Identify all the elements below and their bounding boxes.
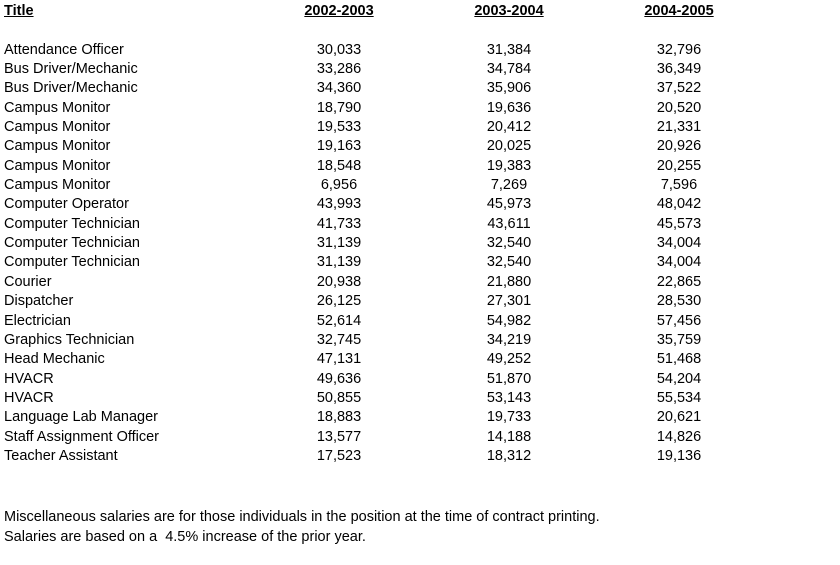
cell-2003-2004: 27,301 xyxy=(486,293,532,310)
cell-title: Dispatcher xyxy=(4,293,74,310)
cell-title: Teacher Assistant xyxy=(4,447,118,464)
cell-2004-2005: 19,136 xyxy=(656,447,702,464)
table-row xyxy=(4,99,764,118)
cell-2002-2003: 17,523 xyxy=(316,447,362,464)
cell-2004-2005: 21,331 xyxy=(656,119,702,136)
cell-2004-2005: 34,004 xyxy=(656,254,702,271)
cell-title: Computer Technician xyxy=(4,254,140,271)
cell-2004-2005: 51,468 xyxy=(656,351,702,368)
cell-2004-2005: 36,349 xyxy=(656,61,702,78)
table-row xyxy=(4,273,764,292)
cell-title: Campus Monitor xyxy=(4,157,111,174)
cell-2002-2003: 26,125 xyxy=(316,293,362,310)
cell-2002-2003: 31,139 xyxy=(316,235,362,252)
cell-title: Staff Assignment Officer xyxy=(4,428,160,445)
cell-2002-2003: 49,636 xyxy=(316,370,362,387)
cell-2002-2003: 43,993 xyxy=(316,196,362,213)
cell-2003-2004: 51,870 xyxy=(486,370,532,387)
cell-2003-2004: 21,880 xyxy=(486,273,532,290)
table-row xyxy=(4,389,764,408)
footnotes xyxy=(4,507,600,547)
cell-2002-2003: 33,286 xyxy=(316,61,362,78)
cell-2004-2005: 14,826 xyxy=(656,428,702,445)
cell-2003-2004: 34,784 xyxy=(486,61,532,78)
cell-2002-2003: 20,938 xyxy=(316,273,362,290)
cell-title: Attendance Officer xyxy=(4,41,124,58)
cell-title: Bus Driver/Mechanic xyxy=(4,61,138,78)
table-body xyxy=(4,21,764,466)
cell-2003-2004: 19,733 xyxy=(486,409,532,426)
cell-2004-2005: 54,204 xyxy=(656,370,702,387)
cell-2003-2004: 32,540 xyxy=(486,235,532,252)
cell-2004-2005: 20,520 xyxy=(656,99,702,116)
cell-2002-2003: 18,548 xyxy=(316,157,362,174)
cell-2003-2004: 14,188 xyxy=(486,428,532,445)
cell-2002-2003: 50,855 xyxy=(316,389,362,406)
table-row xyxy=(4,447,764,466)
table-row xyxy=(4,370,764,389)
cell-2002-2003: 30,033 xyxy=(316,41,362,58)
cell-2004-2005: 20,926 xyxy=(656,138,702,155)
table-row xyxy=(4,157,764,176)
table-row xyxy=(4,292,764,311)
cell-2002-2003: 18,883 xyxy=(316,409,362,426)
cell-2003-2004: 43,611 xyxy=(487,215,531,232)
column-header-2003-2004: 2003-2004 xyxy=(474,3,544,19)
header-row xyxy=(4,2,764,21)
cell-2004-2005: 37,522 xyxy=(656,80,702,97)
cell-2002-2003: 18,790 xyxy=(316,99,362,116)
table-row xyxy=(4,408,764,427)
cell-2004-2005: 55,534 xyxy=(656,389,702,406)
cell-title: Computer Technician xyxy=(4,235,140,252)
cell-title: Campus Monitor xyxy=(4,99,111,116)
cell-2003-2004: 31,384 xyxy=(486,41,532,58)
cell-2002-2003: 19,163 xyxy=(316,138,362,155)
table-row xyxy=(4,234,764,253)
cell-2004-2005: 20,621 xyxy=(656,409,702,426)
cell-2002-2003: 31,139 xyxy=(316,254,362,271)
column-header-2002-2003: 2002-2003 xyxy=(304,3,374,19)
cell-2003-2004: 19,636 xyxy=(486,99,532,116)
cell-2002-2003: 52,614 xyxy=(316,312,362,329)
cell-2002-2003: 19,533 xyxy=(316,119,362,136)
cell-2004-2005: 28,530 xyxy=(656,293,702,310)
cell-2003-2004: 20,025 xyxy=(486,138,532,155)
cell-title: HVACR xyxy=(4,370,54,387)
table-row xyxy=(4,331,764,350)
spacer-row xyxy=(4,21,764,40)
cell-2003-2004: 35,906 xyxy=(486,80,532,97)
table-row xyxy=(4,60,764,79)
footnote-misc-salaries: Miscellaneous salaries are for those individuals in the position at the time of contract printing. xyxy=(4,509,600,525)
cell-2002-2003: 47,131 xyxy=(316,351,362,368)
cell-title: HVACR xyxy=(4,389,54,406)
cell-2004-2005: 57,456 xyxy=(656,312,702,329)
cell-2004-2005: 20,255 xyxy=(656,157,702,174)
cell-2004-2005: 35,759 xyxy=(656,331,702,348)
cell-2004-2005: 22,865 xyxy=(656,273,702,290)
cell-title: Electrician xyxy=(4,312,71,329)
cell-title: Computer Operator xyxy=(4,196,129,213)
table-row xyxy=(4,215,764,234)
cell-2004-2005: 7,596 xyxy=(660,177,698,194)
cell-title: Computer Technician xyxy=(4,215,140,232)
cell-2004-2005: 45,573 xyxy=(656,215,702,232)
cell-2003-2004: 32,540 xyxy=(486,254,532,271)
cell-2004-2005: 48,042 xyxy=(656,196,702,213)
cell-2003-2004: 49,252 xyxy=(486,351,532,368)
cell-2002-2003: 6,956 xyxy=(320,177,358,194)
salary-table xyxy=(4,2,764,466)
cell-2002-2003: 13,577 xyxy=(316,428,362,445)
table-row xyxy=(4,195,764,214)
cell-2003-2004: 19,383 xyxy=(486,157,532,174)
table-row xyxy=(4,253,764,272)
cell-title: Campus Monitor xyxy=(4,138,111,155)
cell-2003-2004: 7,269 xyxy=(490,177,528,194)
cell-2003-2004: 20,412 xyxy=(486,119,532,136)
cell-title: Language Lab Manager xyxy=(4,409,158,426)
cell-2003-2004: 45,973 xyxy=(486,196,532,213)
cell-2004-2005: 32,796 xyxy=(656,41,702,58)
cell-title: Campus Monitor xyxy=(4,119,111,136)
cell-2003-2004: 54,982 xyxy=(486,312,532,329)
cell-2003-2004: 53,143 xyxy=(486,389,532,406)
column-header-title: Title xyxy=(4,3,34,19)
table-row xyxy=(4,176,764,195)
footnote-increase-basis: Salaries are based on a 4.5% increase of the prior year. xyxy=(4,529,366,545)
table-row xyxy=(4,312,764,331)
table-row xyxy=(4,137,764,156)
table-row xyxy=(4,118,764,137)
table-row xyxy=(4,79,764,98)
cell-title: Bus Driver/Mechanic xyxy=(4,80,138,97)
cell-2002-2003: 34,360 xyxy=(316,80,362,97)
cell-2002-2003: 32,745 xyxy=(316,331,362,348)
cell-2004-2005: 34,004 xyxy=(656,235,702,252)
cell-2003-2004: 18,312 xyxy=(486,447,532,464)
table-row xyxy=(4,350,764,369)
table-row xyxy=(4,41,764,60)
cell-title: Campus Monitor xyxy=(4,177,111,194)
cell-title: Graphics Technician xyxy=(4,331,135,348)
cell-2002-2003: 41,733 xyxy=(316,215,362,232)
cell-title: Head Mechanic xyxy=(4,351,105,368)
column-header-2004-2005: 2004-2005 xyxy=(644,3,714,19)
cell-2003-2004: 34,219 xyxy=(486,331,532,348)
table-row xyxy=(4,428,764,447)
cell-title: Courier xyxy=(4,273,52,290)
